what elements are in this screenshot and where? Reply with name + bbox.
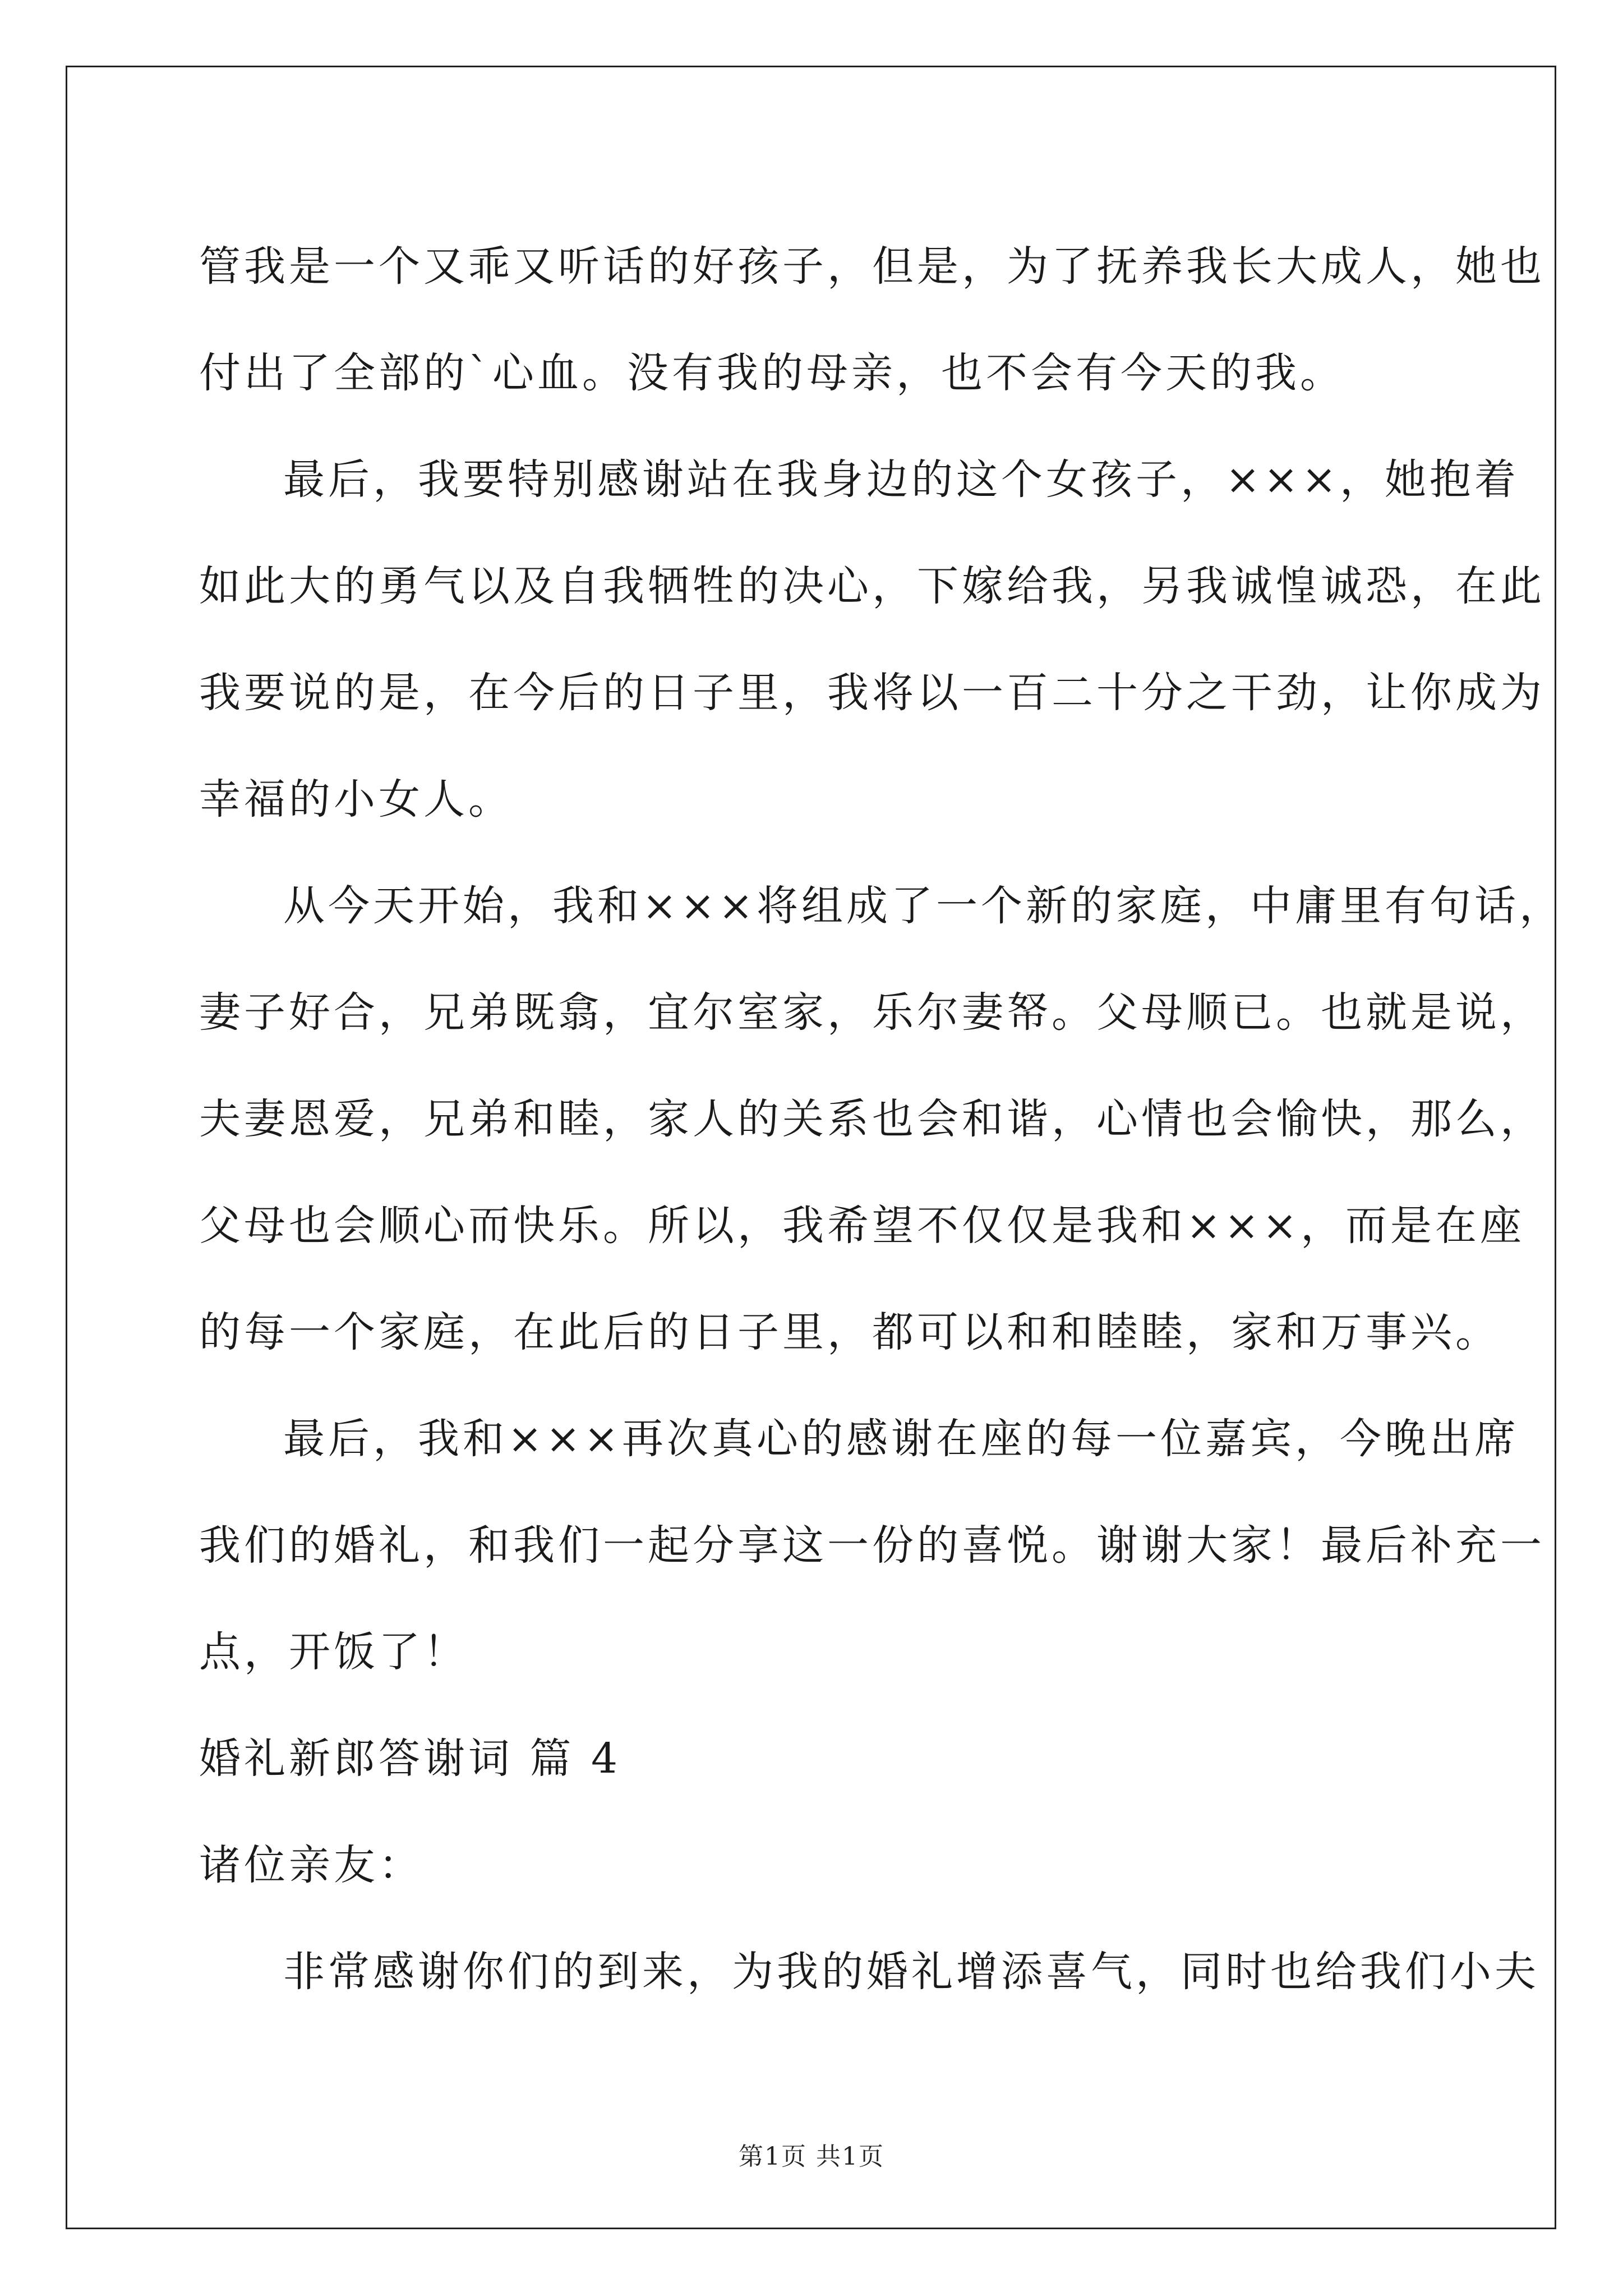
text-line: 夫妻恩爱，兄弟和睦，家人的关系也会和谐，心情也会愉快，那么，	[199, 1095, 1545, 1143]
document-body	[199, 213, 1565, 2025]
text-line: 我们的婚礼，和我们一起分享这一份的喜悦。谢谢大家！最后补充一	[199, 1521, 1545, 1570]
text-line: 管我是一个又乖又听话的好孩子，但是，为了抚养我长大成人，她也	[199, 242, 1545, 291]
text-line: 点，开饭了！	[199, 1628, 468, 1676]
salutation: 诸位亲友：	[199, 1841, 423, 1889]
page-footer: 第1页 共1页	[739, 2142, 884, 2171]
paragraph-start: 最后，我要特别感谢站在我身边的这个女孩子，×××，她抱着	[283, 455, 1520, 504]
text-line: 妻子好合，兄弟既翕，宜尔室家，乐尔妻帑。父母顺已。也就是说，	[199, 988, 1545, 1037]
text-line: 幸福的小女人。	[199, 775, 513, 823]
paragraph-start: 从今天开始，我和×××将组成了一个新的家庭，中庸里有句话，	[283, 882, 1565, 930]
paragraph-start: 非常感谢你们的到来，为我的婚礼增添喜气，同时也给我们小夫	[283, 1948, 1539, 1996]
paragraph-start: 最后，我和×××再次真心的感谢在座的每一位嘉宾，今晚出席	[283, 1415, 1520, 1463]
text-line: 的每一个家庭，在此后的日子里，都可以和和睦睦，家和万事兴。	[199, 1308, 1500, 1356]
text-line: 我要说的是，在今后的日子里，我将以一百二十分之干劲，让你成为	[199, 669, 1545, 717]
text-line: 父母也会顺心而快乐。所以，我希望不仅仅是我和×××，而是在座	[199, 1202, 1525, 1250]
section-heading: 婚礼新郎答谢词 篇 4	[199, 1734, 621, 1783]
text-line: 付出了全部的`心血。没有我的母亲，也不会有今天的我。	[199, 349, 1345, 397]
text-line: 如此大的勇气以及自我牺牲的决心，下嫁给我，另我诚惶诚恐，在此	[199, 562, 1545, 610]
